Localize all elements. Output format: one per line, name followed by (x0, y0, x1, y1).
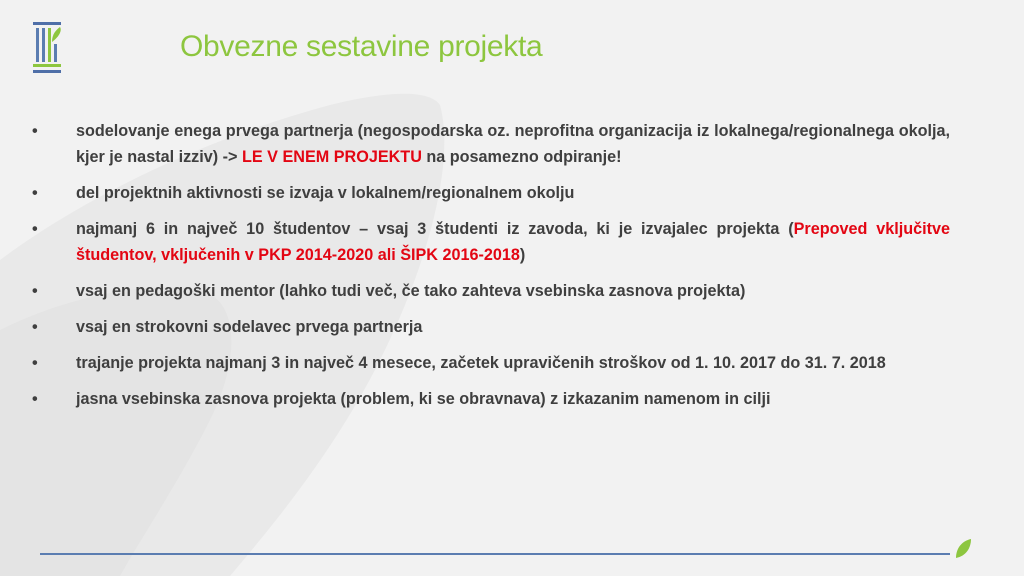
list-item-text: trajanje projekta najmanj 3 in največ 4 mesece, začetek upravičenih stroškov od 1. 10. 2017 do 31. 7. 2018 (76, 354, 886, 372)
list-item (30, 278, 950, 304)
list-item-text: vsaj en strokovni sodelavec prvega partnerja (76, 318, 423, 336)
list-item (30, 216, 950, 268)
list-item (30, 314, 950, 340)
list-item-text: vsaj en pedagoški mentor (lahko tudi več, če tako zahteva vsebinska zasnova projekta) (76, 282, 746, 300)
highlight-text: LE V ENEM PROJEKTU (242, 148, 422, 166)
footer-divider (40, 553, 950, 555)
bullet-glyph: • (32, 318, 38, 336)
list-item (30, 386, 950, 412)
bullet-glyph: • (32, 354, 38, 372)
page-title: Obvezne sestavine projekta (180, 30, 543, 63)
logo-icon (30, 22, 64, 74)
leaf-icon (954, 538, 972, 560)
list-item-text: jasna vsebinska zasnova projekta (problem, ki se obravnava) z izkazanim namenom in cilji (76, 390, 771, 408)
bullet-list (30, 118, 950, 422)
list-item (30, 350, 950, 376)
text-segment: ) (519, 246, 526, 264)
bullet-glyph: • (32, 220, 38, 238)
list-item (30, 180, 950, 206)
list-item (30, 118, 950, 170)
text-segment: najmanj 6 in največ 10 študentov – vsaj 3 študenti iz zavoda, ki je izvajalec projekta ( (76, 220, 794, 238)
highlight-text: Prepoved vključitve študentov, vključenih v PKP 2014-2020 ali ŠIPK 2016-2018 (76, 220, 950, 264)
text-segment: sodelovanje enega prvega partnerja (negospodarska oz. neprofitna organizacija iz lokalnega/regionalnega okolja, kjer je nastal izziv) -> (76, 122, 950, 166)
list-item-text (76, 118, 950, 170)
list-item-text (76, 216, 950, 268)
bullet-glyph: • (32, 122, 38, 140)
list-item-text: del projektnih aktivnosti se izvaja v lokalnem/regionalnem okolju (76, 184, 575, 202)
bullet-glyph: • (32, 282, 38, 300)
text-segment: na posamezno odpiranje! (421, 148, 622, 166)
bullet-glyph: • (32, 390, 38, 408)
bullet-glyph: • (32, 184, 38, 202)
